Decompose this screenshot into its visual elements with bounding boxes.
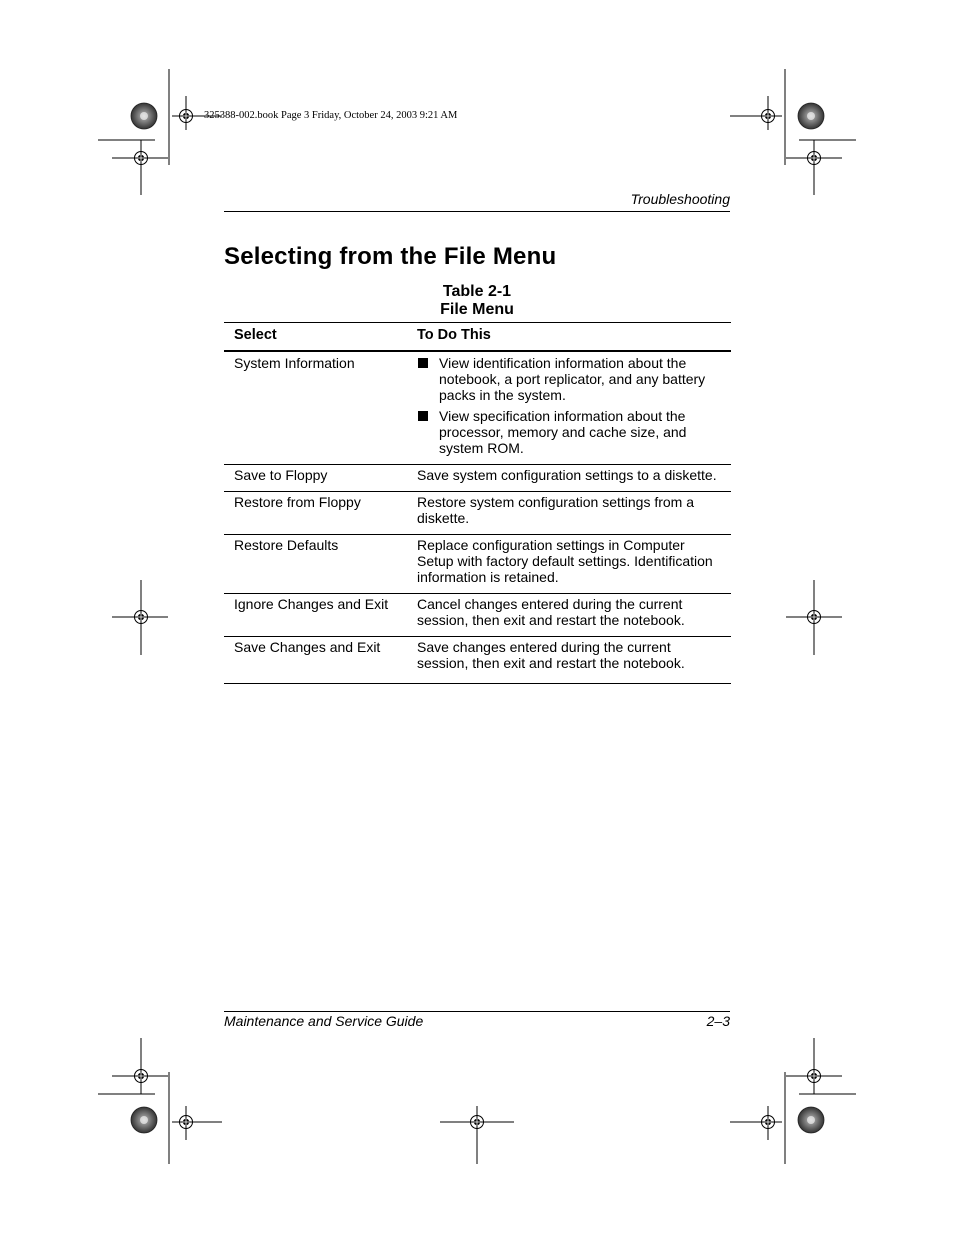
select-cell: Ignore Changes and Exit: [224, 594, 408, 637]
table-row: [224, 492, 731, 535]
table-row: [224, 637, 731, 684]
square-bullet-icon: [418, 358, 428, 368]
table-caption: [224, 283, 730, 319]
registration-star-icon: [131, 103, 157, 129]
table-row: [224, 535, 731, 594]
table-title: File Menu: [440, 301, 514, 318]
bullet-item: [417, 408, 723, 456]
action-cell: Replace configuration settings in Computer Setup with factory default settings. Identification information is retained.: [408, 535, 731, 594]
footer-title: Maintenance and Service Guide: [224, 1013, 424, 1029]
action-cell: Save system configuration settings to a diskette.: [408, 465, 731, 492]
section-title: Selecting from the File Menu: [224, 243, 557, 270]
page-number: 2–3: [706, 1013, 730, 1029]
column-header-select: Select: [224, 323, 408, 352]
action-cell: Save changes entered during the current session, then exit and restart the notebook.: [408, 637, 731, 684]
bullet-text: View identification information about the notebook, a port replicator, and any battery packs in the system.: [439, 355, 706, 403]
column-header-to-do-this: To Do This: [408, 323, 731, 352]
select-cell: Save to Floppy: [224, 465, 408, 492]
action-cell: Restore system configuration settings from a diskette.: [408, 492, 731, 535]
bullet-text: View specification information about the processor, memory and cache size, and system ROM.: [439, 408, 687, 456]
table-row: [224, 594, 731, 637]
table-row: [224, 351, 731, 465]
table-header-row: [224, 323, 731, 352]
file-menu-table: [224, 322, 731, 684]
table-row: [224, 465, 731, 492]
running-head: Troubleshooting: [630, 191, 730, 207]
select-cell: Restore Defaults: [224, 535, 408, 594]
registration-star-icon: [798, 103, 824, 129]
footer-rule: [224, 1011, 730, 1012]
registration-star-icon: [798, 1107, 824, 1133]
bullet-item: [417, 355, 723, 403]
select-cell: Restore from Floppy: [224, 492, 408, 535]
table-number: Table 2-1: [442, 283, 512, 300]
action-cell: Cancel changes entered during the current session, then exit and restart the notebook.: [408, 594, 731, 637]
book-slug: 325388-002.book Page 3 Friday, October 24, 2003 9:21 AM: [204, 110, 458, 121]
select-cell: System Information: [224, 351, 408, 465]
registration-star-icon: [131, 1107, 157, 1133]
select-cell: Save Changes and Exit: [224, 637, 408, 684]
action-cell: [408, 351, 731, 465]
header-rule: [224, 211, 730, 212]
square-bullet-icon: [418, 411, 428, 421]
